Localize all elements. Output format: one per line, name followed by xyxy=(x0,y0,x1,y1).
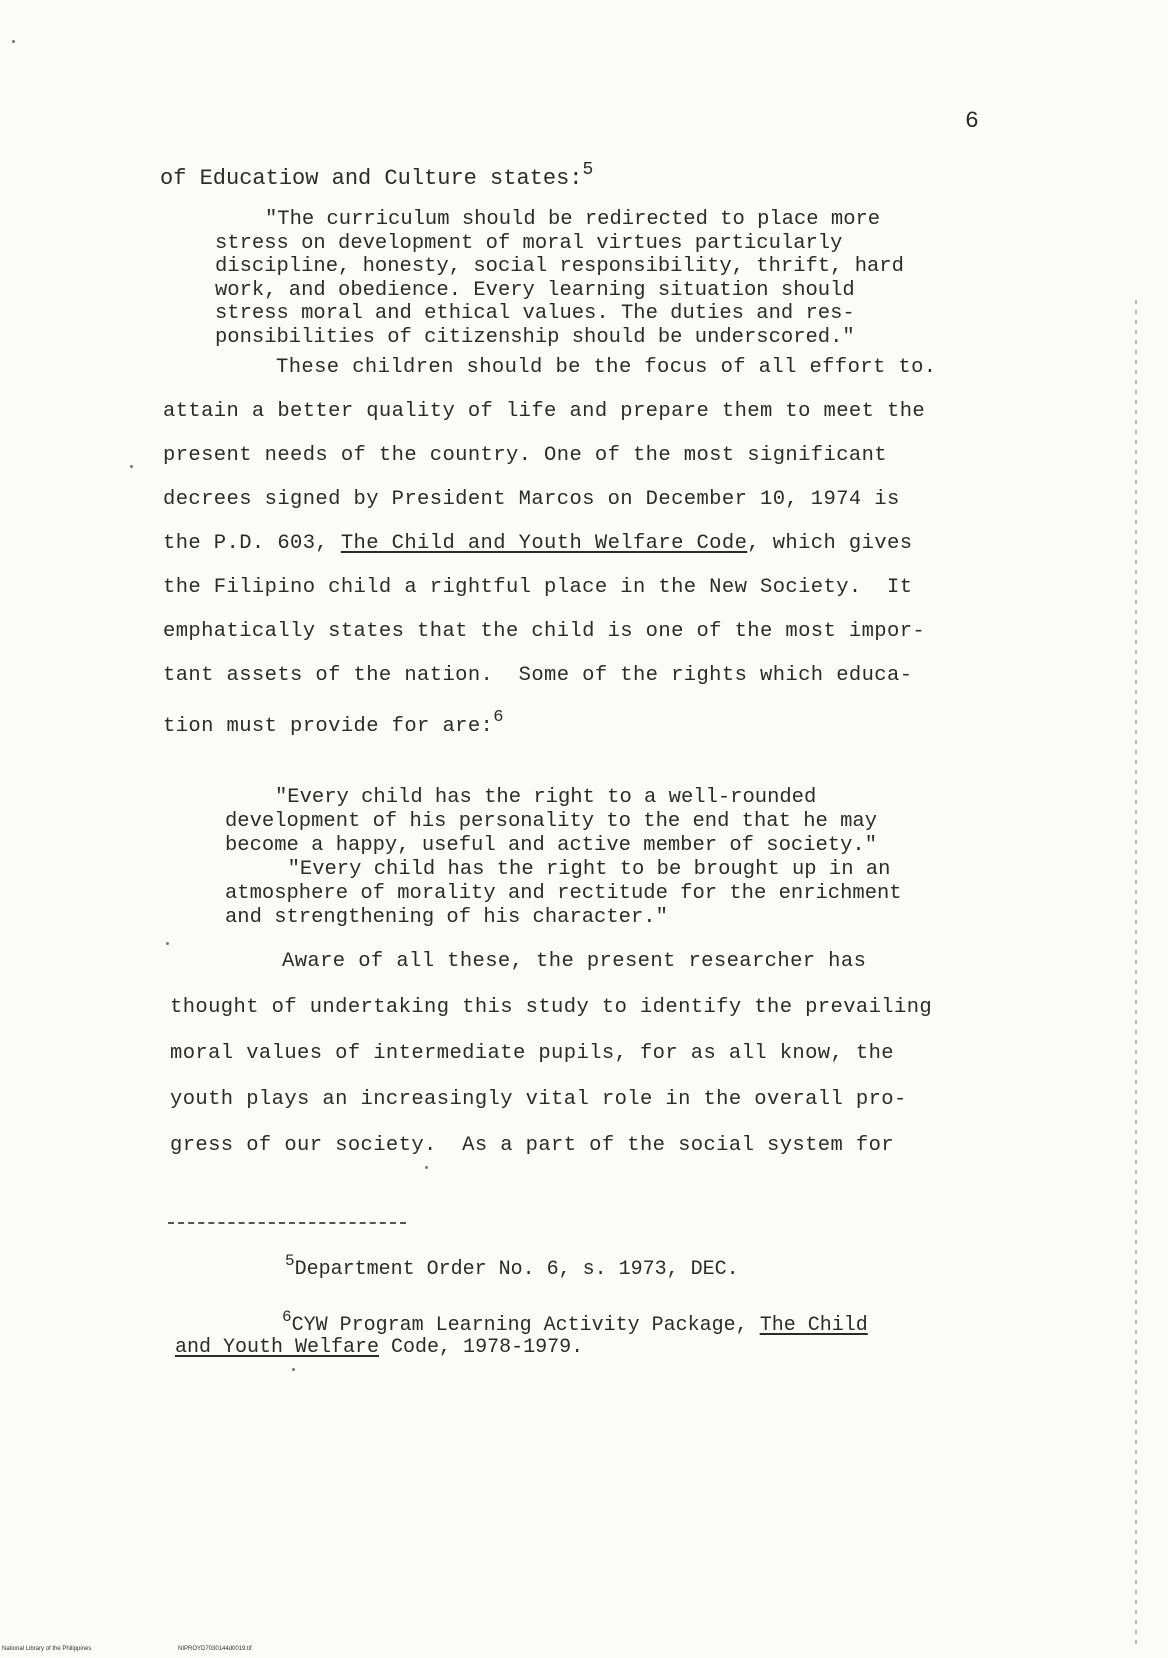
intro-text: of Educatiow and Culture states: xyxy=(160,166,583,191)
footnote-6-line-2 xyxy=(175,1336,583,1359)
paragraph-line: These children should be the focus of all effort to. xyxy=(276,356,937,379)
quote-line: "Every child has the right to a well-rounded xyxy=(275,786,817,809)
quote-line: discipline, honesty, social responsibility, thrift, hard xyxy=(215,255,904,278)
quote-line: "Every child has the right to be brought up in an xyxy=(263,858,891,881)
paragraph-line: emphatically states that the child is one of the most impor- xyxy=(163,620,926,643)
footnote-ref-5: 5 xyxy=(582,160,594,180)
quote-line: development of his personality to the end that he may xyxy=(225,810,878,833)
quote-line: atmosphere of morality and rectitude for the enrichment xyxy=(225,882,902,905)
footnote-text: CYW Program Learning Activity Package, xyxy=(291,1314,760,1337)
code-title: The Child and Youth Welfare Code xyxy=(340,532,748,555)
quote-line: become a happy, useful and active member of society." xyxy=(225,834,878,857)
scan-edge-marks xyxy=(1135,300,1137,1650)
rights-quote xyxy=(225,786,902,930)
footnote-ref-6: 6 xyxy=(493,708,504,727)
scan-speck xyxy=(12,40,15,43)
quote-line: stress on development of moral virtues particularly xyxy=(215,231,843,255)
quote-line: "The curriculum should be redirected to place more xyxy=(265,208,881,231)
footnote-title: and Youth Welfare xyxy=(175,1336,380,1359)
quote-line: ponsibilities of citizenship should be underscored." xyxy=(215,325,855,349)
paragraph-line xyxy=(163,708,504,738)
paragraph-line: gress of our society. As a part of the social system for xyxy=(170,1134,895,1157)
footnote-number: 6 xyxy=(282,1308,292,1326)
paragraph-line: tant assets of the nation. Some of the rights which educa- xyxy=(163,664,913,687)
scan-speck xyxy=(166,942,169,945)
quote-line: work, and obedience. Every learning situation should xyxy=(215,278,855,302)
scan-speck xyxy=(130,465,133,468)
footer-file-name: NIPROYD7030144d0019.tif xyxy=(178,1646,252,1652)
intro-line xyxy=(160,160,593,191)
footnote-number: 5 xyxy=(285,1252,295,1270)
footnote-divider xyxy=(168,1222,406,1224)
paragraph-line: attain a better quality of life and prepare them to meet the xyxy=(163,400,926,423)
paragraph-line: youth plays an increasingly vital role in the overall pro- xyxy=(170,1088,907,1111)
quote-line: stress moral and ethical values. The duties and res- xyxy=(215,302,855,325)
page-number: 6 xyxy=(965,108,979,134)
paragraph-line: the Filipino child a rightful place in the New Society. It xyxy=(163,576,913,599)
footer-library-name: National Library of the Philippines xyxy=(2,1646,92,1652)
quote-line: and strengthening of his character." xyxy=(225,906,668,929)
curriculum-quote xyxy=(215,208,904,349)
footnote-5 xyxy=(285,1252,739,1281)
paragraph-line: decrees signed by President Marcos on December 10, 1974 is xyxy=(163,488,900,511)
paragraph-line xyxy=(163,532,912,555)
text-segment: tion must provide for are: xyxy=(163,715,494,738)
footnote-6 xyxy=(282,1308,868,1337)
footnote-text: Department Order No. 6, s. 1973, DEC. xyxy=(294,1258,739,1281)
scan-speck xyxy=(425,1166,428,1169)
paragraph-line: present needs of the country. One of the most significant xyxy=(163,444,888,467)
footnote-text: Code, 1978-1979. xyxy=(379,1336,584,1359)
text-segment: the P.D. 603, xyxy=(163,532,341,555)
paragraph-line: thought of undertaking this study to identify the prevailing xyxy=(170,996,933,1019)
text-segment: , which gives xyxy=(747,532,913,555)
scan-speck xyxy=(292,1368,295,1371)
paragraph-line: moral values of intermediate pupils, for as all know, the xyxy=(170,1042,895,1065)
paragraph-line: Aware of all these, the present researcher has xyxy=(282,950,867,973)
footnote-title: The Child xyxy=(759,1314,868,1337)
